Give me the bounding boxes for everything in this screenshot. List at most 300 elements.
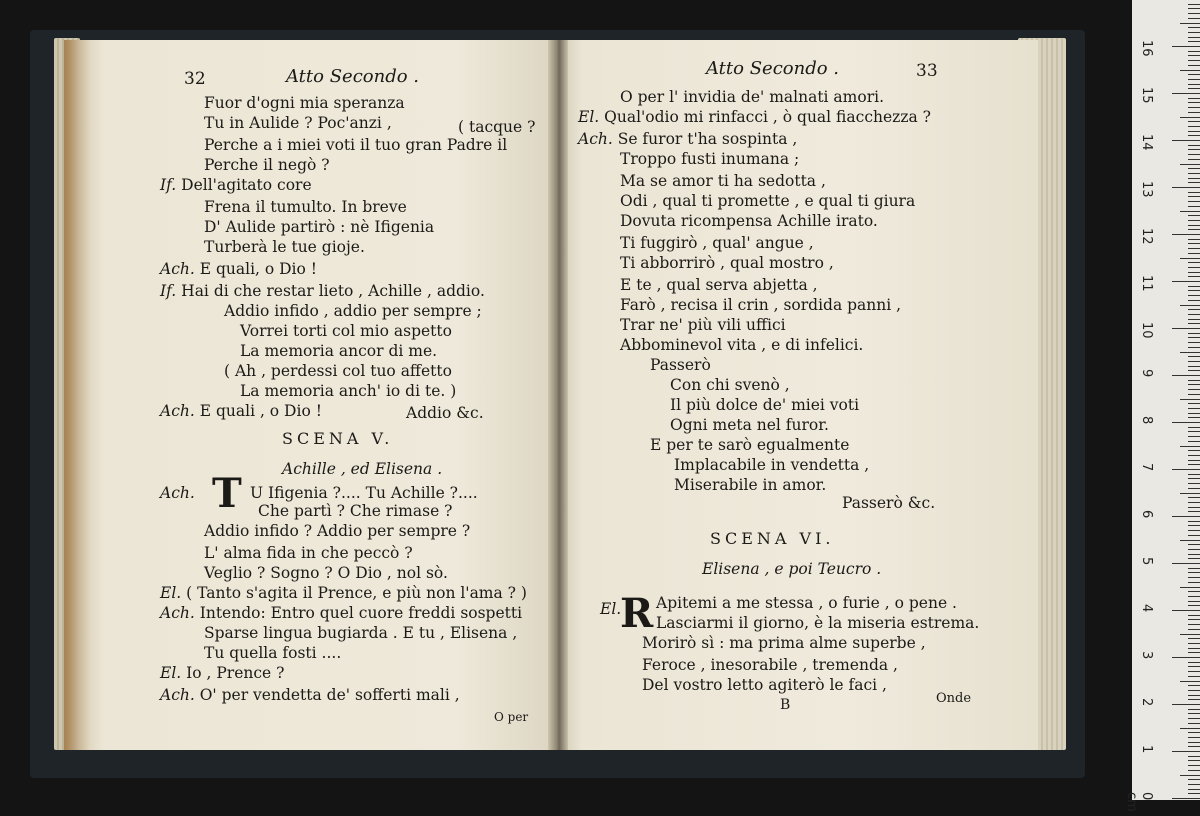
ruler-number: 8 bbox=[1139, 416, 1154, 425]
ruler-tick bbox=[1188, 554, 1200, 555]
ruler-tick bbox=[1188, 131, 1200, 132]
line-text: Del vostro letto agiterò le faci , bbox=[642, 676, 887, 694]
right-verse-line bbox=[674, 476, 826, 494]
line-text: Addio infido ? Addio per sempre ? bbox=[204, 522, 471, 540]
right-running-head: Atto Secondo . bbox=[706, 58, 840, 79]
ruler-tick bbox=[1188, 196, 1200, 197]
ruler-tick bbox=[1188, 135, 1200, 136]
speaker-label: If. bbox=[160, 282, 182, 300]
ruler-tick bbox=[1188, 760, 1200, 761]
ruler-tick bbox=[1188, 361, 1200, 362]
ruler-tick bbox=[1188, 4, 1200, 5]
ruler-tick bbox=[1188, 333, 1200, 334]
ruler-tick bbox=[1180, 117, 1200, 118]
ruler-tick bbox=[1188, 441, 1200, 442]
ruler-tick bbox=[1172, 657, 1200, 658]
ruler-tick bbox=[1188, 488, 1200, 489]
line-text: Con chi svenò , bbox=[670, 376, 790, 394]
left-running-head: Atto Secondo . bbox=[286, 66, 420, 87]
ruler-tick bbox=[1188, 41, 1200, 42]
left-scene-title: SCENA V. bbox=[282, 429, 394, 448]
ruler-tick bbox=[1188, 107, 1200, 108]
ruler-tick bbox=[1188, 474, 1200, 475]
ruler-tick bbox=[1188, 502, 1200, 503]
ruler-tick bbox=[1188, 159, 1200, 160]
left-verse-line bbox=[240, 382, 456, 400]
ruler-tick bbox=[1180, 399, 1200, 400]
line-text: D' Aulide partirò : nè Ifigenia bbox=[204, 218, 435, 236]
ruler-tick bbox=[1188, 79, 1200, 80]
ruler-tick bbox=[1188, 18, 1200, 19]
right-verse-line bbox=[842, 494, 935, 512]
ruler-tick bbox=[1188, 253, 1200, 254]
ruler-tick bbox=[1188, 206, 1200, 207]
ruler-tick bbox=[1188, 577, 1200, 578]
ruler-tick bbox=[1188, 666, 1200, 667]
ruler-tick bbox=[1188, 591, 1200, 592]
ruler-tick bbox=[1188, 756, 1200, 757]
left-verse-line bbox=[458, 118, 535, 136]
line-text: Addio &c. bbox=[406, 404, 484, 422]
ruler-tick bbox=[1188, 497, 1200, 498]
line-text: Abbominevol vita , e di infelici. bbox=[620, 336, 864, 354]
line-text: Perche a i miei voti il tuo gran Padre il bbox=[204, 136, 508, 154]
ruler-tick bbox=[1172, 563, 1200, 564]
ruler-number: 4 bbox=[1139, 604, 1154, 613]
line-text: Lasciarmi il giorno, è la miseria estrema. bbox=[656, 614, 980, 632]
line-text: Ti fuggirò , qual' angue , bbox=[620, 234, 814, 252]
right-verse-line bbox=[620, 234, 814, 252]
speaker-label: El. bbox=[578, 108, 605, 126]
ruler-tick bbox=[1188, 121, 1200, 122]
ruler-tick bbox=[1188, 145, 1200, 146]
ruler-tick bbox=[1188, 436, 1200, 437]
left-verse-line bbox=[160, 176, 312, 194]
line-text: Trar ne' più vili uffici bbox=[620, 316, 786, 334]
line-text: Tu quella fosti .... bbox=[204, 644, 342, 662]
ruler-tick bbox=[1180, 681, 1200, 682]
ruler-tick bbox=[1188, 347, 1200, 348]
ruler-tick bbox=[1188, 765, 1200, 766]
ruler-tick bbox=[1188, 168, 1200, 169]
left-drop-cap: T bbox=[212, 470, 242, 517]
ruler-tick bbox=[1188, 723, 1200, 724]
ruler-tick bbox=[1188, 337, 1200, 338]
ruler-tick bbox=[1188, 98, 1200, 99]
line-text: Tu in Aulide ? Poc'anzi , bbox=[204, 114, 392, 132]
ruler-tick bbox=[1188, 262, 1200, 263]
ruler-tick bbox=[1188, 84, 1200, 85]
line-text: Feroce , inesorabile , tremenda , bbox=[642, 656, 898, 674]
ruler-tick bbox=[1172, 516, 1200, 517]
ruler-tick bbox=[1188, 229, 1200, 230]
left-scene-line bbox=[258, 502, 452, 520]
ruler-tick bbox=[1188, 290, 1200, 291]
line-text: Implacabile in vendetta , bbox=[674, 456, 870, 474]
right-verse-line bbox=[670, 396, 859, 414]
ruler-tick bbox=[1180, 587, 1200, 588]
ruler-tick bbox=[1188, 662, 1200, 663]
left-page-number: 32 bbox=[184, 69, 206, 89]
ruler-tick bbox=[1180, 775, 1200, 776]
ruler-tick bbox=[1188, 615, 1200, 616]
ruler-tick bbox=[1172, 140, 1200, 141]
ruler-tick bbox=[1180, 23, 1200, 24]
ruler-tick bbox=[1188, 713, 1200, 714]
right-verse-line bbox=[578, 108, 931, 126]
ruler-number: 10 bbox=[1139, 322, 1154, 339]
ruler-tick bbox=[1188, 60, 1200, 61]
ruler-tick bbox=[1188, 742, 1200, 743]
left-scene-line bbox=[160, 686, 460, 704]
left-scene-line bbox=[160, 664, 284, 682]
ruler-tick bbox=[1188, 323, 1200, 324]
left-verse-line bbox=[224, 302, 482, 320]
ruler-tick bbox=[1188, 342, 1200, 343]
ruler-tick bbox=[1188, 460, 1200, 461]
ruler-tick bbox=[1188, 309, 1200, 310]
right-verse-line bbox=[620, 316, 786, 334]
ruler-tick bbox=[1188, 535, 1200, 536]
right-verse-line bbox=[620, 254, 834, 272]
ruler-tick bbox=[1188, 709, 1200, 710]
ruler-tick bbox=[1188, 178, 1200, 179]
ruler-tick bbox=[1188, 676, 1200, 677]
right-verse-line bbox=[620, 150, 799, 168]
ruler-tick bbox=[1188, 695, 1200, 696]
ruler-tick bbox=[1188, 464, 1200, 465]
ruler-tick bbox=[1188, 619, 1200, 620]
left-catchword: O per bbox=[494, 710, 529, 724]
ruler-number: 6 bbox=[1139, 510, 1154, 519]
left-verse-line bbox=[204, 114, 392, 132]
ruler-tick bbox=[1188, 671, 1200, 672]
ruler-tick bbox=[1188, 394, 1200, 395]
line-text: Il più dolce de' miei voti bbox=[670, 396, 860, 414]
line-text: O' per vendetta de' sofferti mali , bbox=[199, 686, 460, 704]
ruler-tick bbox=[1188, 380, 1200, 381]
ruler-tick bbox=[1188, 732, 1200, 733]
ruler-tick bbox=[1172, 234, 1200, 235]
ruler-tick bbox=[1180, 446, 1200, 447]
ruler-tick bbox=[1188, 511, 1200, 512]
left-scene-line bbox=[250, 484, 478, 502]
ruler-tick bbox=[1188, 173, 1200, 174]
ruler-tick bbox=[1172, 704, 1200, 705]
line-text: E te , qual serva abjetta , bbox=[620, 276, 818, 294]
right-scene-title: SCENA VI. bbox=[710, 529, 835, 548]
ruler-tick bbox=[1188, 272, 1200, 273]
left-verse-line bbox=[204, 238, 365, 256]
ruler-number: 2 bbox=[1139, 698, 1154, 707]
line-text: Se furor t'ha sospinta , bbox=[617, 130, 798, 148]
speaker-label: El. bbox=[600, 600, 622, 618]
ruler-tick bbox=[1172, 469, 1200, 470]
ruler-number: 12 bbox=[1139, 228, 1154, 245]
page-stain bbox=[64, 40, 90, 750]
speaker-label: If. bbox=[160, 176, 182, 194]
ruler-tick bbox=[1172, 281, 1200, 282]
line-text: Io , Prence ? bbox=[186, 664, 285, 682]
speaker-label: Ach. bbox=[160, 686, 200, 704]
ruler-number: 9 bbox=[1139, 369, 1154, 378]
ruler-tick bbox=[1172, 751, 1200, 752]
ruler-tick bbox=[1188, 624, 1200, 625]
left-verse-line bbox=[160, 260, 317, 278]
speaker-label: Ach. bbox=[578, 130, 618, 148]
ruler-tick bbox=[1172, 375, 1200, 376]
ruler-tick bbox=[1188, 8, 1200, 9]
ruler-tick bbox=[1188, 267, 1200, 268]
ruler-tick bbox=[1172, 610, 1200, 611]
right-verse-line bbox=[578, 130, 797, 148]
ruler-tick bbox=[1188, 408, 1200, 409]
ruler-tick bbox=[1188, 65, 1200, 66]
ruler-tick bbox=[1188, 389, 1200, 390]
ruler-tick bbox=[1188, 403, 1200, 404]
left-verse-line bbox=[224, 362, 452, 380]
ruler-tick bbox=[1188, 648, 1200, 649]
ruler-tick bbox=[1188, 192, 1200, 193]
ruler-number: 3 bbox=[1139, 651, 1154, 660]
ruler-tick bbox=[1188, 737, 1200, 738]
left-verse-line bbox=[406, 404, 484, 422]
ruler-tick bbox=[1188, 596, 1200, 597]
line-text: U Ifigenia ?.... Tu Achille ?.... bbox=[250, 484, 478, 502]
line-text: Vorrei torti col mio aspetto bbox=[240, 322, 452, 340]
speaker-label: El. bbox=[160, 664, 187, 682]
left-scene-persons: Achille , ed Elisena . bbox=[282, 460, 443, 478]
ruler-tick bbox=[1188, 521, 1200, 522]
left-verse-line bbox=[160, 282, 485, 300]
ruler-tick bbox=[1188, 718, 1200, 719]
speaker-label: Ach. bbox=[160, 484, 195, 502]
ruler-tick bbox=[1188, 13, 1200, 14]
line-text: Frena il tumulto. In breve bbox=[204, 198, 407, 216]
ruler-tick bbox=[1188, 549, 1200, 550]
line-text: La memoria anch' io di te. ) bbox=[240, 382, 457, 400]
line-text: Turberà le tue gioje. bbox=[204, 238, 365, 256]
line-text: Che partì ? Che rimase ? bbox=[258, 502, 453, 520]
ruler-tick bbox=[1188, 74, 1200, 75]
ruler-tick bbox=[1188, 102, 1200, 103]
speaker-label: Ach. bbox=[160, 402, 200, 420]
ruler-tick bbox=[1180, 258, 1200, 259]
left-scene-line bbox=[160, 584, 527, 602]
line-text: Ma se amor ti ha sedotta , bbox=[620, 172, 826, 190]
ruler-tick bbox=[1188, 643, 1200, 644]
right-verse-line bbox=[620, 296, 901, 314]
ruler-tick bbox=[1188, 55, 1200, 56]
ruler-tick bbox=[1188, 784, 1200, 785]
speaker-label: El. bbox=[160, 584, 187, 602]
ruler-tick bbox=[1180, 352, 1200, 353]
line-text: O per l' invidia de' malnati amori. bbox=[620, 88, 884, 106]
line-text: L' alma fida in che peccò ? bbox=[204, 544, 413, 562]
right-scene-line bbox=[656, 614, 979, 632]
left-scene-line bbox=[204, 564, 448, 582]
right-scene-line bbox=[642, 634, 926, 652]
ruler-tick bbox=[1188, 789, 1200, 790]
line-text: Perche il negò ? bbox=[204, 156, 330, 174]
ruler-tick bbox=[1180, 540, 1200, 541]
book-gutter bbox=[548, 40, 568, 750]
ruler-tick bbox=[1180, 493, 1200, 494]
ruler-tick bbox=[1188, 525, 1200, 526]
ruler-tick bbox=[1180, 634, 1200, 635]
ruler-tick bbox=[1188, 370, 1200, 371]
ruler-tick bbox=[1188, 478, 1200, 479]
ruler-tick bbox=[1188, 582, 1200, 583]
ruler-number: 14 bbox=[1139, 134, 1154, 151]
ruler-tick bbox=[1172, 46, 1200, 47]
line-text: Dell'agitato core bbox=[181, 176, 312, 194]
ruler-tick bbox=[1188, 32, 1200, 33]
ruler-tick bbox=[1188, 413, 1200, 414]
line-text: Passerò &c. bbox=[842, 494, 936, 512]
right-scene-line bbox=[600, 600, 621, 618]
ruler-tick bbox=[1188, 629, 1200, 630]
line-text: ( Tanto s'agita il Prence, e più non l'ama ? ) bbox=[186, 584, 527, 602]
ruler-tick bbox=[1188, 605, 1200, 606]
right-signature: B bbox=[780, 697, 791, 713]
ruler-tick bbox=[1188, 431, 1200, 432]
right-scene-line bbox=[642, 676, 887, 694]
ruler-tick bbox=[1188, 483, 1200, 484]
ruler-tick bbox=[1188, 384, 1200, 385]
left-scene-line bbox=[204, 644, 341, 662]
ruler-tick bbox=[1188, 314, 1200, 315]
ruler-tick bbox=[1172, 422, 1200, 423]
left-verse-line bbox=[160, 402, 322, 420]
right-verse-line bbox=[674, 456, 869, 474]
left-scene-line bbox=[160, 604, 522, 622]
ruler-tick bbox=[1172, 328, 1200, 329]
ruler-tick bbox=[1188, 201, 1200, 202]
ruler-tick bbox=[1172, 798, 1200, 799]
ruler-tick bbox=[1188, 220, 1200, 221]
speaker-label: Ach. bbox=[160, 260, 200, 278]
ruler-tick bbox=[1188, 248, 1200, 249]
ruler-tick bbox=[1188, 182, 1200, 183]
line-text: Ogni meta nel furor. bbox=[670, 416, 829, 434]
right-verse-line bbox=[620, 212, 878, 230]
ruler-tick bbox=[1188, 149, 1200, 150]
ruler-tick bbox=[1188, 286, 1200, 287]
ruler-number: 0 cm bbox=[1124, 792, 1154, 812]
right-verse-line bbox=[670, 416, 829, 434]
ruler-tick bbox=[1188, 366, 1200, 367]
line-text: Dovuta ricompensa Achille irato. bbox=[620, 212, 878, 230]
left-scene-line bbox=[204, 544, 413, 562]
left-verse-line bbox=[240, 342, 437, 360]
left-verse-line bbox=[240, 322, 452, 340]
ruler-number: 11 bbox=[1139, 275, 1154, 292]
ruler-tick bbox=[1188, 51, 1200, 52]
line-text: Sparse lingua bugiarda . E tu , Elisena , bbox=[204, 624, 518, 642]
line-text: E quali , o Dio ! bbox=[199, 402, 322, 420]
ruler-tick bbox=[1188, 243, 1200, 244]
line-text: Fuor d'ogni mia speranza bbox=[204, 94, 405, 112]
ruler-tick bbox=[1188, 601, 1200, 602]
right-verse-line bbox=[620, 192, 915, 210]
ruler-tick bbox=[1188, 793, 1200, 794]
ruler-number: 7 bbox=[1139, 463, 1154, 472]
left-verse-line bbox=[204, 136, 507, 154]
ruler-tick bbox=[1180, 728, 1200, 729]
ruler-number: 13 bbox=[1139, 181, 1154, 198]
ruler-tick bbox=[1188, 699, 1200, 700]
line-text: Troppo fusti inumana ; bbox=[620, 150, 800, 168]
measuring-ruler bbox=[1124, 0, 1200, 812]
ruler-tick bbox=[1188, 507, 1200, 508]
line-text: Farò , recisa il crin , sordida panni , bbox=[620, 296, 902, 314]
left-verse-line bbox=[204, 198, 407, 216]
ruler-tick bbox=[1180, 70, 1200, 71]
line-text: Qual'odio mi rinfacci , ò qual fiacchezza ? bbox=[604, 108, 931, 126]
ruler-tick bbox=[1188, 450, 1200, 451]
line-text: ( Ah , perdessi col tuo affetto bbox=[224, 362, 452, 380]
ruler-tick bbox=[1188, 417, 1200, 418]
line-text: Apitemi a me stessa , o furie , o pene . bbox=[656, 594, 957, 612]
ruler-number: 5 bbox=[1139, 557, 1154, 566]
right-verse-line bbox=[670, 376, 790, 394]
line-text: Addio infido , addio per sempre ; bbox=[224, 302, 482, 320]
right-verse-line bbox=[620, 276, 818, 294]
ruler-number: 15 bbox=[1139, 87, 1154, 104]
left-verse-line bbox=[204, 156, 330, 174]
right-verse-line bbox=[620, 88, 884, 106]
line-text: La memoria ancor di me. bbox=[240, 342, 438, 360]
ruler-tick bbox=[1188, 295, 1200, 296]
ruler-tick bbox=[1188, 427, 1200, 428]
ruler-tick bbox=[1188, 530, 1200, 531]
ruler-tick bbox=[1188, 154, 1200, 155]
ruler-tick bbox=[1188, 225, 1200, 226]
ruler-tick bbox=[1180, 164, 1200, 165]
ruler-tick bbox=[1188, 276, 1200, 277]
right-drop-cap: R bbox=[620, 590, 654, 637]
line-text: Hai di che restar lieto , Achille , addio. bbox=[181, 282, 485, 300]
ruler-tick bbox=[1172, 187, 1200, 188]
ruler-tick bbox=[1188, 746, 1200, 747]
ruler-tick bbox=[1188, 568, 1200, 569]
ruler-tick bbox=[1188, 770, 1200, 771]
ruler-tick bbox=[1188, 300, 1200, 301]
ruler-tick bbox=[1188, 685, 1200, 686]
line-text: Intendo: Entro quel cuore freddi sospetti bbox=[199, 604, 523, 622]
right-verse-line bbox=[650, 436, 849, 454]
ruler-tick bbox=[1188, 690, 1200, 691]
left-scene-line bbox=[204, 522, 470, 540]
ruler-tick bbox=[1188, 319, 1200, 320]
line-text: Odi , qual ti promette , e qual ti giura bbox=[620, 192, 916, 210]
ruler-tick bbox=[1188, 88, 1200, 89]
line-text: Morirò sì : ma prima alme superbe , bbox=[642, 634, 926, 652]
right-scene-line bbox=[642, 656, 898, 674]
right-page-number: 33 bbox=[916, 61, 938, 81]
left-verse-line bbox=[204, 94, 405, 112]
left-scene-line bbox=[204, 624, 517, 642]
ruler-tick bbox=[1180, 211, 1200, 212]
line-text: Passerò bbox=[650, 356, 711, 374]
ruler-tick bbox=[1172, 93, 1200, 94]
ruler-tick bbox=[1188, 572, 1200, 573]
ruler-tick bbox=[1188, 27, 1200, 28]
ruler-number: 16 bbox=[1139, 40, 1154, 57]
line-text: Veglio ? Sogno ? O Dio , nol sò. bbox=[204, 564, 448, 582]
ruler-tick bbox=[1188, 215, 1200, 216]
